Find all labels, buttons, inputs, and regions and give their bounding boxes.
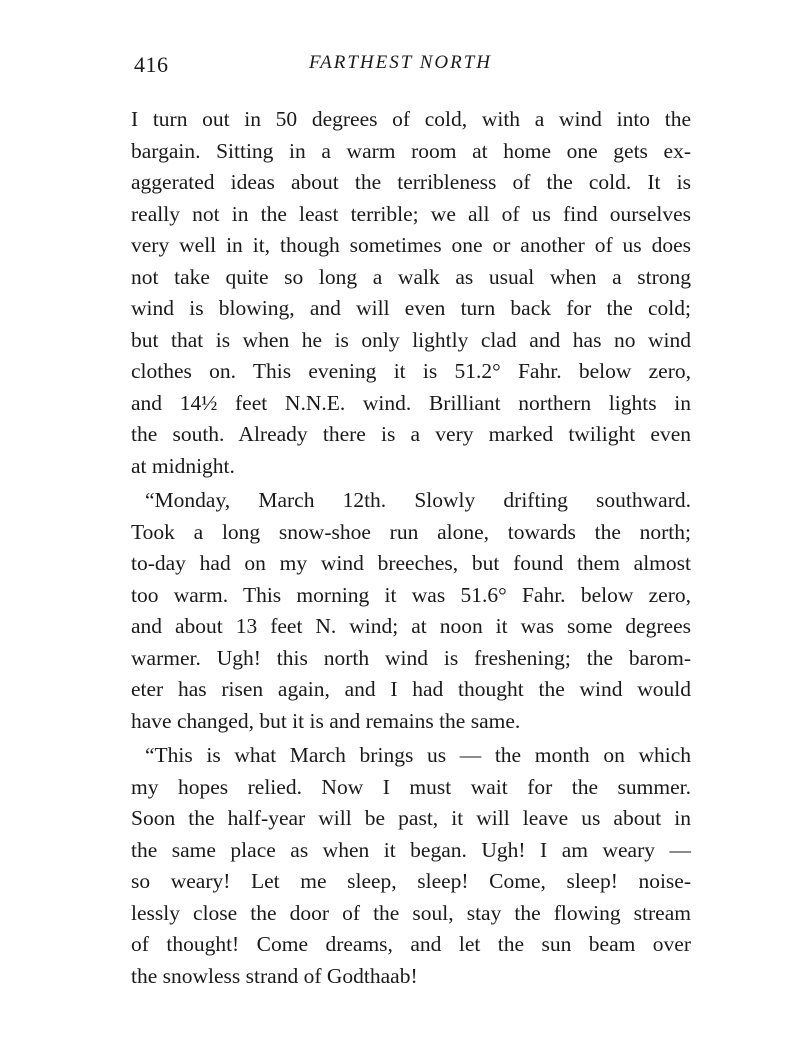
page-number: 416	[134, 52, 169, 77]
text-line: I turn out in 50 degrees of cold, with a wind into the	[131, 107, 691, 131]
text-line: clothes on. This evening it is 51.2° Fahr. below zero,	[131, 359, 691, 383]
text-line: too warm. This morning it was 51.6° Fahr. below zero,	[131, 582, 691, 607]
paragraph	[131, 485, 691, 737]
text-line: very well in it, though sometimes one or another of us does	[131, 233, 691, 257]
text-line: “This is what March brings us — the month on which	[145, 743, 691, 767]
text-line: Took a long snow-shoe run alone, towards the north;	[131, 519, 691, 544]
text-line: and about 13 feet N. wind; at noon it was some degrees	[131, 614, 691, 638]
text-line: of thought! Come dreams, and let the sun beam over	[131, 932, 691, 956]
paragraph	[131, 740, 691, 992]
running-title: FARTHEST NORTH	[309, 52, 493, 73]
text-line: my hopes relied. Now I must wait for the summer.	[131, 774, 691, 799]
text-line: “Monday, March 12th. Slowly drifting southward.	[145, 488, 691, 512]
text-line: so weary! Let me sleep, sleep! Come, sleep! noise-	[131, 869, 691, 893]
text-line: wind is blowing, and will even turn back for the cold;	[131, 296, 691, 320]
text-line: the south. Already there is a very marked twilight even	[131, 422, 691, 446]
text-line: to-day had on my wind breeches, but found them almost	[131, 551, 691, 575]
running-head	[134, 52, 694, 82]
text-line: have changed, but it is and remains the same.	[131, 708, 521, 733]
text-line: at midnight.	[131, 453, 235, 478]
text-line: and 14½ feet N.N.E. wind. Brilliant northern lights in	[131, 390, 691, 415]
text-line: aggerated ideas about the terribleness of the cold. It is	[131, 170, 691, 194]
text-line: really not in the least terrible; we all of us find ourselves	[131, 201, 691, 226]
text-line: lessly close the door of the soul, stay the flowing stream	[131, 900, 691, 925]
text-line: the same place as when it began. Ugh! I am weary —	[131, 837, 691, 862]
paragraph	[131, 104, 691, 482]
text-line: not take quite so long a walk as usual when a strong	[131, 264, 691, 289]
text-line: eter has risen again, and I had thought the wind would	[131, 677, 691, 701]
body-text	[131, 104, 691, 992]
text-line: bargain. Sitting in a warm room at home one gets ex-	[131, 138, 691, 163]
text-line: Soon the half-year will be past, it will leave us about in	[131, 806, 691, 830]
text-line: but that is when he is only lightly clad and has no wind	[131, 327, 691, 352]
text-line: warmer. Ugh! this north wind is freshening; the barom-	[131, 645, 691, 670]
text-line: the snowless strand of Godthaab!	[131, 963, 418, 988]
